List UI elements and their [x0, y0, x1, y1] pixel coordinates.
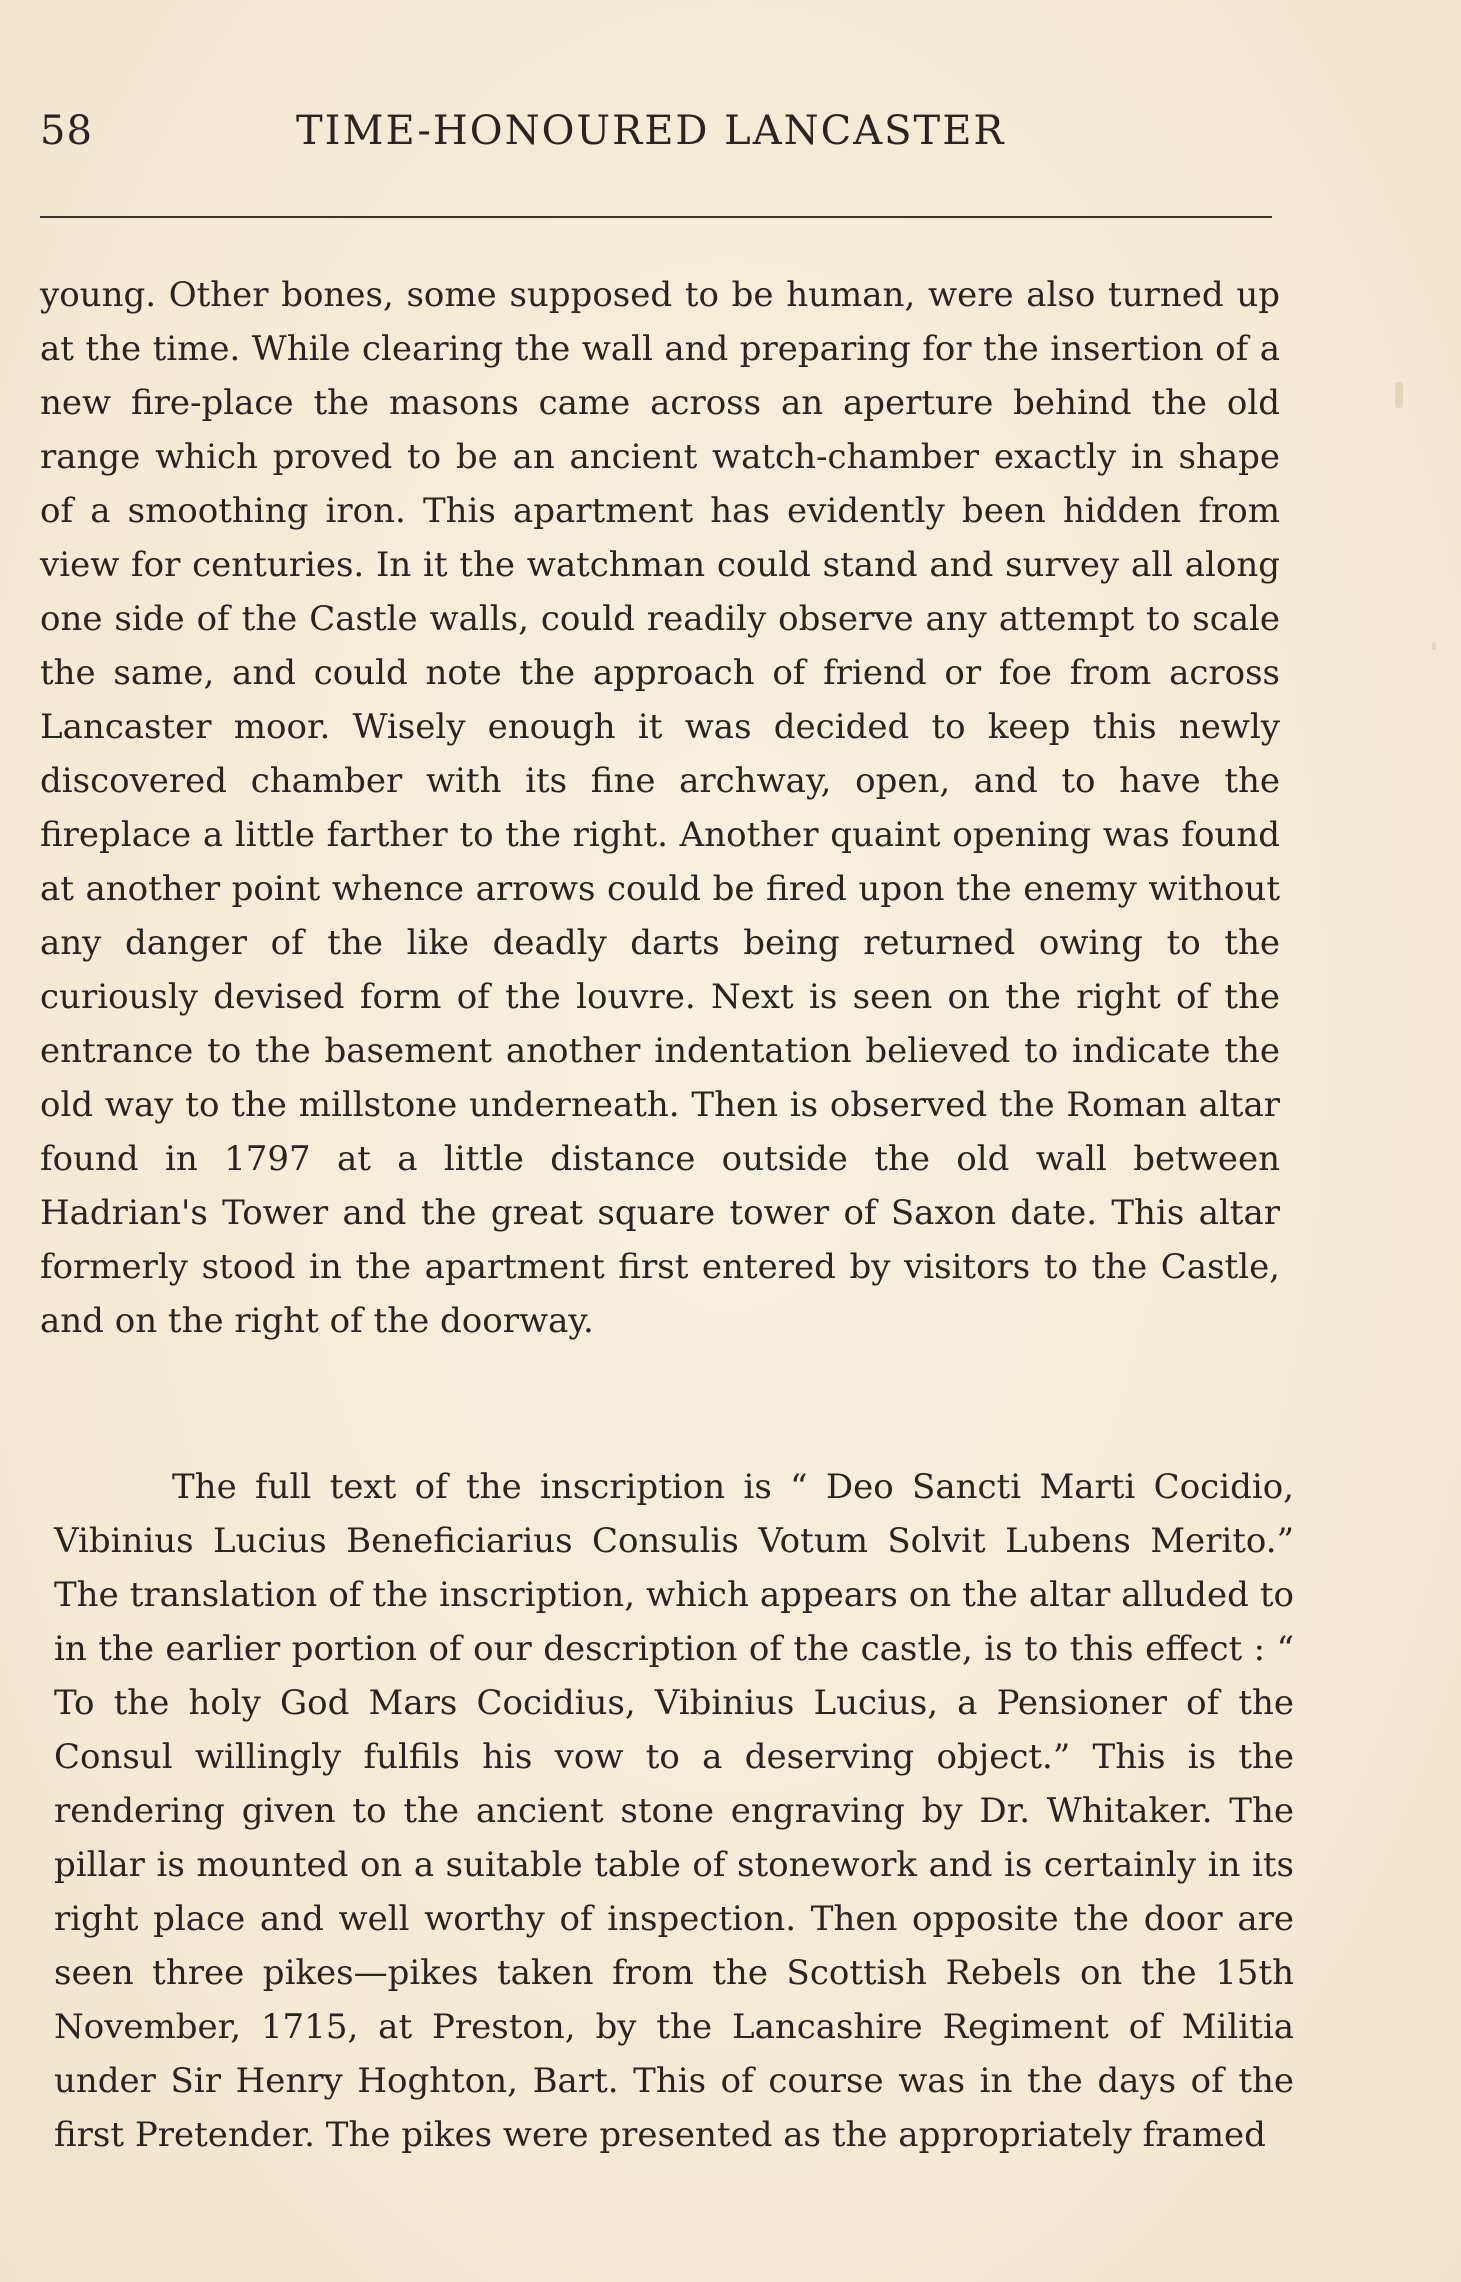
running-title: TIME-HONOURED LANCASTER	[296, 108, 1006, 154]
paragraph-2: The full text of the inscription is “ Deo Sancti Marti Cocidio, Vibinius Lucius Beneficiarius Consulis Votum Solvit Lubens Merito.” The translation of the inscription, which appears on the altar alluded to in the earlier portion of our description of the castle, is to this effect : “ To the holy God Mars Cocidius, Vibinius Lucius, a Pensioner of the Consul willingly fulfils his vow to a deserving object.” This is the rendering given to the ancient stone engraving by Dr. Whitaker. The pillar is mounted on a suitable table of stonework and is certainly in its right place and well worthy of inspection. Then opposite the door are seen three pikes—pikes taken from the Scottish Rebels on the 15th November, 1715, at Preston, by the Lancashire Regiment of Militia under Sir Henry Hoghton, Bart. This of course was in the days of the first Pretender. The pikes were presented as the appropriately framed	[54, 1467, 1294, 2155]
paper-speck	[1432, 642, 1436, 650]
paper-speck	[1395, 382, 1403, 408]
page-number: 58	[40, 108, 93, 154]
paragraph-1: young. Other bones, some supposed to be human, were also turned up at the time. While clearing the wall and preparing for the insertion of a new fire-place the masons came across an aperture behind the old range which proved to be an ancient watch-chamber exactly in shape of a smoothing iron. This apartment has evidently been hidden from view for centuries. In it the watchman could stand and survey all along one side of the Castle walls, could readily observe any attempt to scale the same, and could note the approach of friend or foe from across Lancaster moor. Wisely enough it was decided to keep this newly discovered chamber with its fine archway, open, and to have the fireplace a little farther to the right. Another quaint opening was found at another point whence arrows could be fired upon the enemy without any danger of the like deadly darts being returned owing to the curiously devised form of the louvre. Next is seen on the right of the entrance to the basement another indentation believed to indicate the old way to the millstone underneath. Then is observed the Roman altar found in 1797 at a little distance outside the old wall between Hadrian's Tower and the great square tower of Saxon date. This altar formerly stood in the apartment first entered by visitors to the Castle, and on the right of the doorway.	[40, 275, 1280, 1341]
page-header	[40, 108, 1270, 168]
header-rule	[40, 216, 1272, 218]
